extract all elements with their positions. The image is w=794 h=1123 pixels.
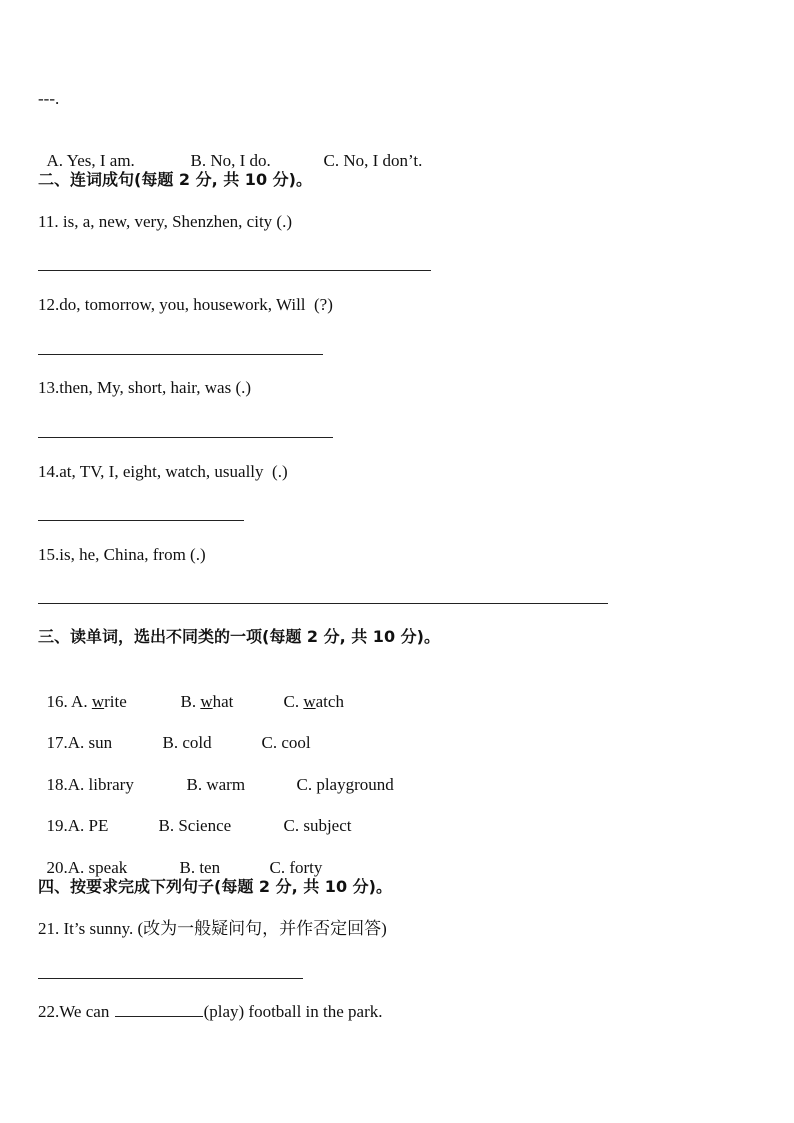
question-number: 11 bbox=[38, 212, 55, 231]
option-b: B. what bbox=[180, 692, 234, 711]
question-16 bbox=[38, 669, 344, 713]
option-b: B. warm bbox=[186, 775, 246, 794]
option-c: C. cool bbox=[261, 733, 311, 752]
option-b: B. Science bbox=[158, 816, 232, 835]
option-b: B. No, I do. bbox=[190, 151, 271, 170]
question-text: .is, he, China, from (.) bbox=[55, 545, 206, 564]
option-a: 16. A. write bbox=[46, 692, 127, 711]
question-text: .at, TV, I, eight, watch, usually (.) bbox=[55, 462, 288, 481]
fill-in-blank[interactable] bbox=[115, 1001, 203, 1017]
question-text: . It’s sunny. (改为一般疑问句，并作否定回答) bbox=[55, 919, 387, 938]
answer-line-12[interactable] bbox=[38, 354, 323, 355]
question-number: 15 bbox=[38, 545, 55, 564]
question-11 bbox=[38, 211, 292, 233]
option-c: C. playground bbox=[296, 775, 394, 794]
question-text: .then, My, short, hair, was (.) bbox=[55, 378, 252, 397]
option-a: A. Yes, I am. bbox=[46, 151, 135, 170]
section4-title: 四、按要求完成下列句子(每题 2 分, 共 10 分)。 bbox=[38, 877, 392, 896]
question-number: 21 bbox=[38, 919, 55, 938]
question-20 bbox=[38, 835, 322, 879]
question-19 bbox=[38, 793, 352, 837]
question-number: 12 bbox=[38, 295, 55, 314]
question-number: 14 bbox=[38, 462, 55, 481]
question-text: .do, tomorrow, you, housework, Will (?) bbox=[55, 295, 333, 314]
question-text: . is, a, new, very, Shenzhen, city (.) bbox=[54, 212, 292, 231]
question-21 bbox=[38, 918, 387, 940]
question-15 bbox=[38, 544, 206, 566]
question-number: 20 bbox=[46, 858, 64, 877]
answer-line-14[interactable] bbox=[38, 520, 244, 521]
question-number: 16 bbox=[46, 692, 64, 711]
question-number: 22 bbox=[38, 1002, 55, 1021]
option-a: 20.A. speak bbox=[46, 858, 128, 877]
question-number: 18 bbox=[46, 775, 64, 794]
section2-title: 二、连词成句(每题 2 分, 共 10 分)。 bbox=[38, 170, 312, 189]
section3-title: 三、读单词，选出不同类的一项(每题 2 分, 共 10 分)。 bbox=[38, 627, 440, 646]
answer-line-15[interactable] bbox=[38, 603, 608, 604]
option-b: B. cold bbox=[162, 733, 212, 752]
option-b: B. ten bbox=[179, 858, 221, 877]
answer-line-21[interactable] bbox=[38, 978, 303, 979]
question-18 bbox=[38, 752, 394, 796]
question-number: 17 bbox=[46, 733, 64, 752]
question-22: 22.We can (play) football in the park. bbox=[38, 1002, 383, 1021]
dash-text: ---. bbox=[38, 89, 60, 108]
question-number: 19 bbox=[46, 816, 64, 835]
question-12 bbox=[38, 294, 333, 316]
q10-options bbox=[38, 128, 422, 172]
option-c: C. watch bbox=[283, 692, 344, 711]
option-a: 17.A. sun bbox=[46, 733, 113, 752]
answer-line-11[interactable] bbox=[38, 270, 431, 271]
option-c: C. subject bbox=[283, 816, 352, 835]
question-13 bbox=[38, 377, 251, 399]
option-a: 18.A. library bbox=[46, 775, 134, 794]
answer-line-13[interactable] bbox=[38, 437, 333, 438]
option-c: C. forty bbox=[269, 858, 323, 877]
option-a: 19.A. PE bbox=[46, 816, 109, 835]
question-14 bbox=[38, 461, 288, 483]
question-number: 13 bbox=[38, 378, 55, 397]
option-c: C. No, I don’t. bbox=[323, 151, 423, 170]
question-17 bbox=[38, 710, 311, 754]
